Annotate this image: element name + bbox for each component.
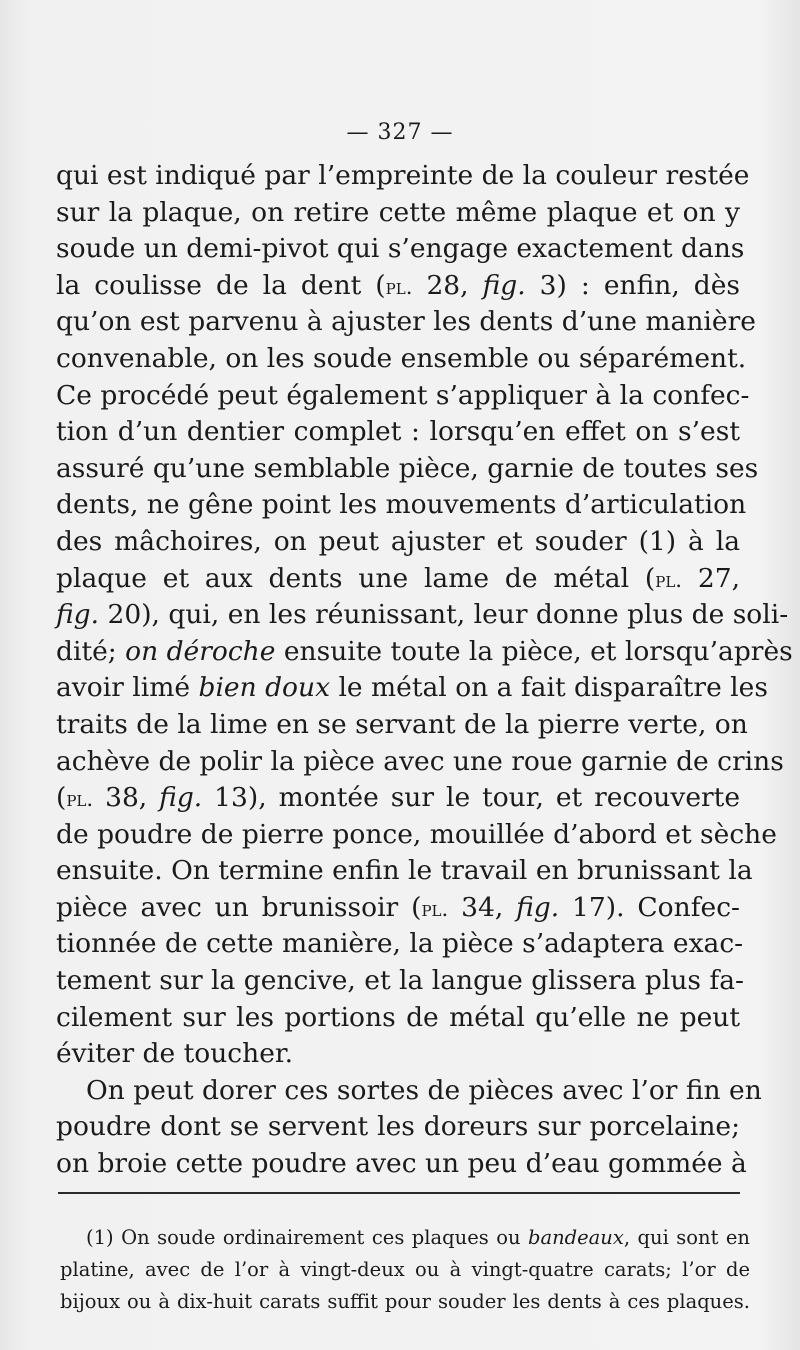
footnote-line: (1) On soude ordinairement ces plaques ou bandeaux, qui sont en — [86, 1226, 750, 1249]
text-line: on broie cette poudre avec un peu d’eau gommée à — [56, 1148, 747, 1180]
text-line: qui est indiqué par l’empreinte de la couleur restée — [56, 160, 750, 191]
text-line: fig. 20), qui, en les réunissant, leur donne plus de soli- — [56, 599, 789, 631]
text-line: avoir limé bien doux le métal on a fait disparaître les — [56, 672, 768, 704]
text-line: des mâchoires, on peut ajuster et souder (1) à la — [56, 525, 740, 557]
page-number: — 327 — — [346, 120, 454, 145]
text-line: achève de polir la pièce avec une roue garnie de crins — [56, 745, 784, 777]
text-line: tement sur la gencive, et la langue glissera plus fa- — [56, 965, 744, 997]
text-line: dité; on déroche ensuite toute la pièce, et lorsqu’après — [56, 635, 793, 667]
text-line: tionnée de cette manière, la pièce s’adaptera exac- — [56, 928, 744, 960]
text-line: tion d’un dentier complet : lorsqu’en effet on s’est — [56, 416, 740, 448]
text-line: plaque et aux dents une lame de métal (pl. 27, — [56, 562, 740, 594]
text-line: dents, ne gêne point les mouvements d’articulation — [56, 489, 747, 521]
text-line: traits de la lime en se servant de la pierre verte, on — [56, 708, 748, 740]
footnote-rule — [58, 1192, 740, 1194]
text-line: poudre dont se servent les doreurs sur porcelaine; — [56, 1111, 740, 1143]
text-line: la coulisse de la dent (pl. 28, fig. 3) : enfin, dès — [56, 269, 740, 301]
main-text — [56, 158, 793, 1183]
text-line: On peut dorer ces sortes de pièces avec l’or fin en — [86, 1074, 762, 1106]
text-line: (pl. 38, fig. 13), montée sur le tour, et recouverte — [56, 782, 740, 814]
text-line: assuré qu’une semblable pièce, garnie de toutes ses — [56, 452, 759, 484]
text-line: ensuite. On termine enfin le travail en brunissant la — [56, 855, 753, 887]
text-line: sur la plaque, on retire cette même plaque et on y — [56, 196, 740, 228]
footnote-line: platine, avec de l’or à vingt-deux ou à vingt-quatre carats; l’or de — [60, 1258, 750, 1281]
text-line: soude un demi-pivot qui s’engage exactement dans — [56, 233, 745, 265]
text-line: pièce avec un brunissoir (pl. 34, fig. 17). Confec- — [56, 891, 740, 923]
text-line: cilement sur les portions de métal qu’elle ne peut — [56, 1001, 740, 1033]
footnote-line: bijoux ou à dix-huit carats suffit pour souder les dents à ces plaques. — [60, 1290, 750, 1313]
text-line: éviter de toucher. — [56, 1038, 294, 1070]
text-line: Ce procédé peut également s’appliquer à la confec- — [56, 379, 750, 411]
text-line: convenable, on les soude ensemble ou séparément. — [56, 342, 747, 374]
text-line: de poudre de pierre ponce, mouillée d’abord et sèche — [56, 818, 777, 850]
text-line: qu’on est parvenu à ajuster les dents d’une manière — [56, 306, 756, 338]
footnote — [60, 1222, 750, 1318]
